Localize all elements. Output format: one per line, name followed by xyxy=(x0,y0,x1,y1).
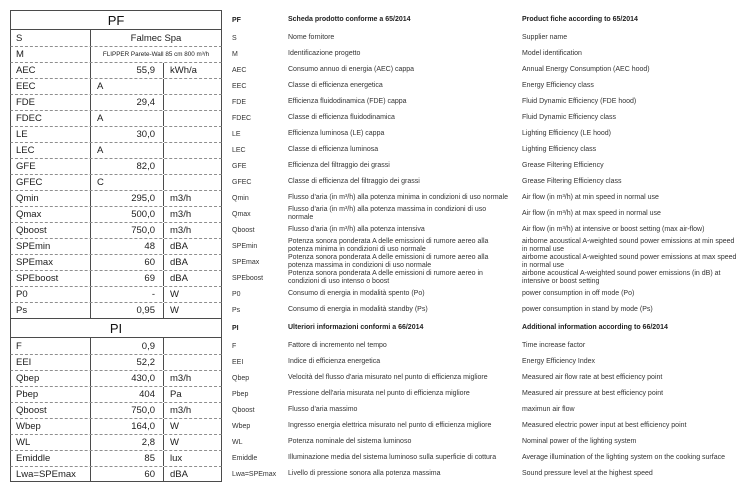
desc-english: Average illumination of the lighting system on the cooking surface xyxy=(522,454,725,461)
desc-code: SPEboost xyxy=(232,274,264,282)
param-unit: W xyxy=(163,287,221,302)
column-gap xyxy=(222,142,232,158)
table-row-cells xyxy=(10,62,222,78)
table-row-cells xyxy=(10,466,222,482)
desc-english: Air flow (in m³/h) at max speed in normal use xyxy=(522,210,661,217)
param-value: FLIPPER Parete-Wall 85 cm 800 m³/h xyxy=(102,51,210,58)
table-row-cells xyxy=(10,354,222,370)
table-row xyxy=(10,338,740,354)
table-row xyxy=(10,62,740,78)
desc-italian: Efficienza luminosa (LE) cappa xyxy=(288,130,385,137)
desc-english: Measured air pressure at best efficiency point xyxy=(522,390,664,397)
column-gap xyxy=(222,238,232,254)
param-code: LEC xyxy=(11,143,91,158)
desc-italian: Ingresso energia elettrica misurato nel punto di efficienza migliore xyxy=(288,422,492,429)
param-value: 500,0 xyxy=(131,209,155,220)
param-code: WL xyxy=(11,435,91,450)
table-row xyxy=(10,126,740,142)
desc-english: Additional information according to 66/2014 xyxy=(522,324,668,331)
param-value: Falmec Spa xyxy=(130,32,182,44)
column-gap xyxy=(222,418,232,434)
desc-italian: Ulteriori informazioni conformi a 66/2014 xyxy=(288,324,424,331)
param-code: S xyxy=(11,30,91,46)
table-row xyxy=(10,386,740,402)
param-unit: W xyxy=(163,419,221,434)
column-gap xyxy=(222,94,232,110)
table-row-cells xyxy=(10,110,222,126)
table-row xyxy=(10,354,740,370)
desc-code: FDEC xyxy=(232,114,252,122)
column-gap xyxy=(222,62,232,78)
param-value: 750,0 xyxy=(131,405,155,416)
desc-english: Air flow (in m³/h) at intensive or boost setting (max air-flow) xyxy=(522,226,705,233)
desc-code: Qboost xyxy=(232,226,255,234)
param-value: - xyxy=(151,289,155,300)
param-code: Lwa=SPEmax xyxy=(11,467,91,481)
param-code: M xyxy=(11,47,91,62)
param-unit xyxy=(163,338,221,354)
param-unit: W xyxy=(163,303,221,318)
table-row-cells xyxy=(10,94,222,110)
table-row-cells xyxy=(10,142,222,158)
param-value: A xyxy=(97,113,104,124)
desc-italian: Efficienza del filtraggio dei grassi xyxy=(288,162,390,169)
table-row xyxy=(10,450,740,466)
column-gap xyxy=(222,46,232,62)
param-code: Pbep xyxy=(11,387,91,402)
desc-code: EEC xyxy=(232,82,247,90)
desc-english: Sound pressure level at the highest speed xyxy=(522,470,653,477)
table-row xyxy=(10,222,740,238)
column-gap xyxy=(222,450,232,466)
table-row xyxy=(10,46,740,62)
table-row-cells xyxy=(10,386,222,402)
column-gap xyxy=(222,254,232,270)
desc-english: airborne acoustical A-weighted sound power emissions at max speed in normal use xyxy=(522,254,737,269)
param-value: 750,0 xyxy=(131,225,155,236)
desc-english: Lighting Efficiency class xyxy=(522,146,597,153)
table-row xyxy=(10,254,740,270)
desc-code: F xyxy=(232,342,237,350)
desc-english: Nominal power of the lighting system xyxy=(522,438,637,445)
table-row-cells xyxy=(10,370,222,386)
desc-english: power consumption in stand by mode (Ps) xyxy=(522,306,653,313)
table-row-cells xyxy=(10,254,222,270)
table-row xyxy=(10,110,740,126)
desc-italian: Potenza sonora ponderata A delle emissioni di rumore aereo alla potenza massima in condizioni di uso normale xyxy=(288,254,489,269)
param-code: P0 xyxy=(11,287,91,302)
param-value: 60 xyxy=(144,257,155,268)
param-value: 2,8 xyxy=(141,437,155,448)
column-gap xyxy=(222,370,232,386)
desc-code: WL xyxy=(232,438,243,446)
desc-code: EEI xyxy=(232,358,244,366)
desc-code: LEC xyxy=(232,146,246,154)
param-value: 60 xyxy=(144,468,155,480)
desc-italian: Illuminazione media del sistema luminoso sulla superficie di cottura xyxy=(288,454,497,461)
desc-code: P0 xyxy=(232,290,241,298)
param-unit: dBA xyxy=(163,255,221,270)
param-code: SPEboost xyxy=(11,271,91,286)
param-code: Qbep xyxy=(11,371,91,386)
param-unit xyxy=(163,143,221,158)
desc-code: Qmax xyxy=(232,210,251,218)
param-code: Qmin xyxy=(11,191,91,206)
desc-italian: Pressione dell'aria misurata nel punto di efficienza migliore xyxy=(288,390,470,397)
param-value: 69 xyxy=(144,273,155,284)
table-row xyxy=(10,434,740,450)
column-gap xyxy=(222,158,232,174)
column-gap xyxy=(222,318,232,338)
param-unit: m3/h xyxy=(163,223,221,238)
param-value: 404 xyxy=(139,389,155,400)
param-code: EEI xyxy=(11,355,91,370)
table-row-cells xyxy=(10,46,222,62)
table-row-cells xyxy=(10,302,222,318)
table-row xyxy=(10,206,740,222)
desc-italian: Potenza nominale del sistema luminoso xyxy=(288,438,412,445)
param-code: SPEmin xyxy=(11,239,91,254)
desc-code: PF xyxy=(232,16,241,24)
column-gap xyxy=(222,402,232,418)
table-row-cells xyxy=(10,450,222,466)
column-gap xyxy=(222,10,232,30)
table-row xyxy=(10,270,740,286)
param-code: FDEC xyxy=(11,111,91,126)
column-gap xyxy=(222,286,232,302)
desc-english: Lighting Efficiency (LE hood) xyxy=(522,130,611,137)
desc-italian: Indice di efficienza energetica xyxy=(288,358,381,365)
desc-code: M xyxy=(232,50,238,58)
desc-italian: Consumo di energia in modalità spento (Po) xyxy=(288,290,425,297)
table-row xyxy=(10,94,740,110)
column-gap xyxy=(222,386,232,402)
param-code: FDE xyxy=(11,95,91,110)
desc-code: SPEmax xyxy=(232,258,260,266)
desc-code: Qbep xyxy=(232,374,250,382)
table-row-cells xyxy=(10,270,222,286)
table-row-cells xyxy=(10,418,222,434)
param-unit: kWh/a xyxy=(163,63,221,78)
desc-english: Measured electric power input at best efficiency point xyxy=(522,422,687,429)
param-value: 164,0 xyxy=(131,421,155,432)
desc-italian: Identificazione progetto xyxy=(288,50,361,57)
desc-code: PI xyxy=(232,324,239,332)
table-row-cells xyxy=(10,158,222,174)
param-value: 85 xyxy=(144,453,155,464)
desc-code: Lwa=SPEmax xyxy=(232,470,277,478)
desc-english: Product fiche according to 65/2014 xyxy=(522,16,638,23)
desc-italian: Flusso d'aria (in m³/h) alla potenza massima in condizioni di uso normale xyxy=(288,206,487,221)
desc-italian: Consumo di energia in modalità standby (Ps) xyxy=(288,306,428,313)
param-value: 55,9 xyxy=(136,65,155,76)
desc-italian: Fattore di incremento nel tempo xyxy=(288,342,387,349)
desc-italian: Livello di pressione sonora alla potenza massima xyxy=(288,470,441,477)
table-row xyxy=(10,238,740,254)
table-row xyxy=(10,418,740,434)
param-unit: m3/h xyxy=(163,403,221,418)
table-row xyxy=(10,174,740,190)
desc-english: power consumption in off mode (Po) xyxy=(522,290,635,297)
desc-english: maximun air flow xyxy=(522,406,575,413)
desc-italian: Potenza sonora ponderata A delle emissioni di rumore aereo alla potenza minima in condizioni di uso normale xyxy=(288,238,489,253)
table-row xyxy=(10,158,740,174)
section-title: PF xyxy=(10,10,222,30)
table-row-cells xyxy=(10,286,222,302)
param-unit xyxy=(163,159,221,174)
desc-code: SPEmin xyxy=(232,242,258,250)
desc-english: Supplier name xyxy=(522,34,568,41)
table-row-cells xyxy=(10,222,222,238)
param-unit: dBA xyxy=(163,239,221,254)
param-value: 0,9 xyxy=(141,340,155,352)
table-row xyxy=(10,302,740,318)
param-code: F xyxy=(11,338,91,354)
desc-code: FDE xyxy=(232,98,246,106)
param-value: 295,0 xyxy=(131,193,155,204)
param-unit xyxy=(163,127,221,142)
param-unit: W xyxy=(163,435,221,450)
desc-code: Qmin xyxy=(232,194,249,202)
param-unit: m3/h xyxy=(163,191,221,206)
desc-english: Air flow (in m³/h) at min speed in normal use xyxy=(522,194,659,201)
param-code: GFE xyxy=(11,159,91,174)
desc-english: Measured air flow rate at best efficiency point xyxy=(522,374,663,381)
column-gap xyxy=(222,174,232,190)
column-gap xyxy=(222,434,232,450)
column-gap xyxy=(222,302,232,318)
desc-italian: Scheda prodotto conforme a 65/2014 xyxy=(288,16,411,23)
desc-english: Energy Efficiency Index xyxy=(522,358,596,365)
param-code: Qboost xyxy=(11,403,91,418)
desc-english: Model identification xyxy=(522,50,582,57)
table-row xyxy=(10,30,740,46)
table-row-cells xyxy=(10,402,222,418)
column-gap xyxy=(222,354,232,370)
desc-italian: Classe di efficienza luminosa xyxy=(288,146,379,153)
desc-italian: Consumo annuo di energia (AEC) cappa xyxy=(288,66,415,73)
desc-italian: Classe di efficienza fluidodinamica xyxy=(288,114,395,121)
table-row-cells xyxy=(10,206,222,222)
column-gap xyxy=(222,206,232,222)
param-code: Ps xyxy=(11,303,91,318)
table-row-cells xyxy=(10,30,222,46)
desc-code: AEC xyxy=(232,66,247,74)
column-gap xyxy=(222,466,232,482)
param-value: A xyxy=(97,145,104,156)
desc-italian: Flusso d'aria (in m³/h) alla potenza minima in condizioni di uso normale xyxy=(288,194,508,201)
desc-italian: Flusso d'aria (in m³/h) alla potenza intensiva xyxy=(288,226,425,233)
column-gap xyxy=(222,338,232,354)
desc-italian: Classe di efficienza energetica xyxy=(288,82,383,89)
param-code: LE xyxy=(11,127,91,142)
param-code: SPEmax xyxy=(11,255,91,270)
desc-english: Energy Efficiency class xyxy=(522,82,594,89)
param-code: Emiddle xyxy=(11,451,91,466)
desc-code: GFEC xyxy=(232,178,252,186)
desc-code: GFE xyxy=(232,162,247,170)
desc-italian: Potenza sonora ponderata A delle emissioni di rumore aereo in condizioni di uso intenso o boost xyxy=(288,270,483,285)
desc-code: LE xyxy=(232,130,241,138)
column-gap xyxy=(222,270,232,286)
table-row xyxy=(10,78,740,94)
param-unit xyxy=(163,355,221,370)
table-row xyxy=(10,142,740,158)
table-row-cells xyxy=(10,190,222,206)
column-gap xyxy=(222,110,232,126)
table-row-cells xyxy=(10,434,222,450)
param-code: Qboost xyxy=(11,223,91,238)
param-unit: m3/h xyxy=(163,207,221,222)
param-value: 0,95 xyxy=(136,305,155,316)
param-unit: dBA xyxy=(163,467,221,481)
desc-english: Annual Energy Consumption (AEC hood) xyxy=(522,66,650,73)
desc-code: Wbep xyxy=(232,422,251,430)
param-unit xyxy=(163,79,221,94)
table-row xyxy=(10,402,740,418)
param-unit xyxy=(163,111,221,126)
column-gap xyxy=(222,222,232,238)
param-code: GFEC xyxy=(11,175,91,190)
param-code: Qmax xyxy=(11,207,91,222)
table-row-cells xyxy=(10,174,222,190)
desc-italian: Flusso d'aria massimo xyxy=(288,406,358,413)
table-row xyxy=(10,286,740,302)
desc-english: Fluid Dynamic Efficiency (FDE hood) xyxy=(522,98,637,105)
param-unit: Pa xyxy=(163,387,221,402)
column-gap xyxy=(222,190,232,206)
section-header-row xyxy=(10,318,740,338)
desc-english: airborne acoustical A-weighted sound power emissions at min speed in normal use xyxy=(522,238,735,253)
desc-code: Pbep xyxy=(232,390,249,398)
desc-english: Grease Filtering Efficiency class xyxy=(522,178,622,185)
param-unit xyxy=(163,95,221,110)
param-code: AEC xyxy=(11,63,91,78)
param-unit: dBA xyxy=(163,271,221,286)
fiche-body xyxy=(10,10,740,482)
param-value: 30,0 xyxy=(136,129,155,140)
param-value: C xyxy=(97,177,104,188)
desc-english: Grease Filtering Efficiency xyxy=(522,162,604,169)
section-title: PI xyxy=(10,318,222,338)
desc-italian: Velocità del flusso d'aria misurato nel punto di efficienza migliore xyxy=(288,374,488,381)
table-row-cells xyxy=(10,126,222,142)
table-row xyxy=(10,190,740,206)
param-unit xyxy=(163,175,221,190)
desc-english: airbone acoustical A-weighted sound power emissions (in dB) at intensive or boost setting xyxy=(522,270,721,285)
param-code: Wbep xyxy=(11,419,91,434)
table-row-cells xyxy=(10,238,222,254)
param-unit: lux xyxy=(163,451,221,466)
desc-english: Fluid Dynamic Efficiency class xyxy=(522,114,617,121)
column-gap xyxy=(222,126,232,142)
param-unit: m3/h xyxy=(163,371,221,386)
column-gap xyxy=(222,78,232,94)
table-row-cells xyxy=(10,338,222,354)
desc-code: Ps xyxy=(232,306,241,314)
desc-italian: Efficienza fluidodinamica (FDE) cappa xyxy=(288,98,407,105)
desc-italian: Nome fornitore xyxy=(288,34,335,41)
param-value: 48 xyxy=(144,241,155,252)
desc-code: S xyxy=(232,34,237,42)
desc-code: Qboost xyxy=(232,406,255,414)
param-value: 29,4 xyxy=(136,97,155,108)
desc-code: Emiddle xyxy=(232,454,258,462)
table-row xyxy=(10,370,740,386)
desc-italian: Classe di efficienza del filtraggio dei grassi xyxy=(288,178,420,185)
table-row-cells xyxy=(10,78,222,94)
column-gap xyxy=(222,30,232,46)
desc-english: Time increase factor xyxy=(522,342,586,349)
param-value: 82,0 xyxy=(136,161,155,172)
param-code: EEC xyxy=(11,79,91,94)
param-value: A xyxy=(97,81,104,92)
section-header-row xyxy=(10,10,740,30)
param-value: 430,0 xyxy=(131,373,155,384)
param-value: 52,2 xyxy=(136,357,155,368)
table-row xyxy=(10,466,740,482)
